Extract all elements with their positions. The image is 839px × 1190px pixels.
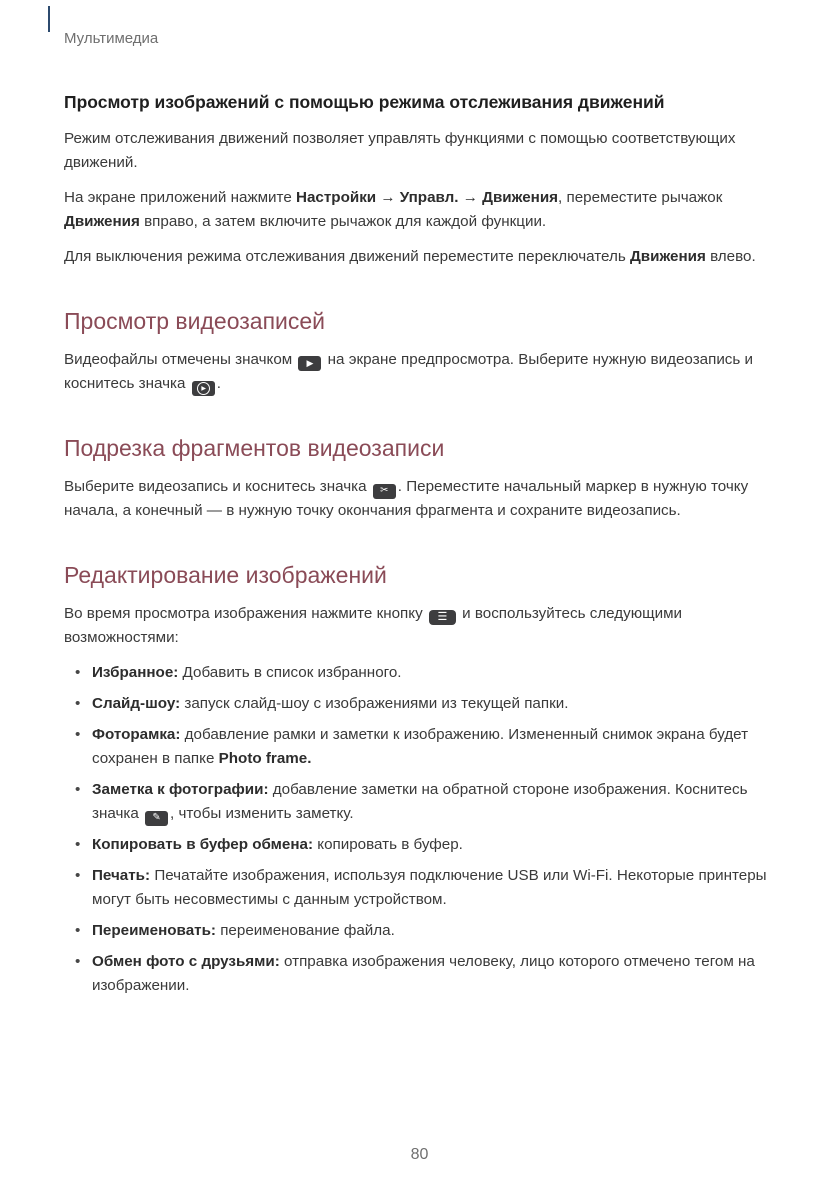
section-motion-tracking (64, 91, 775, 269)
option-desc: переименование файла. (215, 922, 395, 940)
text-run: Во время просмотра изображения нажмите кнопку (64, 604, 427, 622)
text-run: на экране предпросмотра. Выберите нужную видеозапись и коснитесь значка (64, 350, 754, 392)
chapter-accent-rule (48, 6, 50, 32)
option-desc: Добавить в список избранного. (178, 663, 402, 681)
list-item-favorites (64, 661, 775, 685)
text-run: Выберите видеозапись и коснитесь значка (64, 478, 371, 495)
option-desc: добавление заметки на обратной стороне изображения. Коснитесь значка (92, 781, 748, 823)
scissors-glyph: ✂ (380, 485, 389, 496)
running-head: Мультимедиа (64, 30, 159, 47)
text-run: На экране приложений нажмите (64, 188, 296, 206)
option-label: Обмен фото с друзьями: (92, 953, 280, 971)
section-heading: Редактирование изображений (64, 562, 387, 589)
play-ring (197, 382, 210, 395)
paragraph (64, 245, 775, 269)
text-run: вправо, а затем включите рычажок для каждой функции. (139, 212, 547, 230)
menu-lines-glyph: ☰ (437, 610, 448, 623)
option-label: Слайд-шоу: (92, 694, 181, 712)
play-button-icon (192, 381, 215, 396)
option-desc: добавление рамки и заметки к изображению. Измененный снимок экрана будет сохранен в папке (92, 725, 749, 767)
option-label: Заметка к фотографии: (92, 781, 269, 799)
list-item-slideshow (64, 692, 775, 716)
edit-pencil-icon (145, 811, 168, 826)
play-triangle-glyph: ▶ (306, 357, 314, 368)
setting-name-text: Движения (629, 247, 706, 265)
list-item-print (64, 864, 775, 912)
option-label: Избранное: (92, 663, 179, 681)
pencil-glyph: ✎ (152, 812, 161, 824)
page-number: 80 (410, 1146, 429, 1163)
paragraph (64, 348, 775, 397)
section-video-view (64, 307, 775, 396)
section-video-trim (64, 434, 775, 523)
subsection-heading: Просмотр изображений с помощью режима отслеживания движений (64, 92, 665, 112)
option-desc: отправка изображения человеку, лицо которого отмечено тегом на изображении. (92, 953, 755, 995)
trim-scissors-icon (373, 484, 396, 499)
option-label: Печать: (92, 867, 151, 885)
list-item-rename (64, 919, 775, 943)
paragraph (64, 186, 775, 234)
play-triangle-glyph: ▶ (201, 385, 207, 392)
text-run: . Переместите начальный маркер в нужную точку начала, а конечный — в нужную точку окончания фрагмента и сохраните видеозапись. (64, 478, 749, 520)
paragraph (64, 602, 775, 650)
option-label: Переименовать: (92, 922, 216, 940)
list-item-buddy-share (64, 950, 775, 998)
menu-button-icon (429, 610, 456, 625)
option-label: Копировать в буфер обмена: (92, 836, 314, 854)
option-desc: копировать в буфер. (313, 836, 463, 854)
text-run: влево. (705, 247, 756, 265)
option-desc: , чтобы изменить заметку. (170, 805, 354, 823)
option-desc: запуск слайд-шоу с изображениями из текущей папки. (180, 694, 569, 712)
text-run: , переместите рычажок (558, 188, 723, 206)
section-heading: Просмотр видеозаписей (64, 307, 326, 334)
video-badge-icon (298, 356, 321, 371)
list-item-photo-note (64, 778, 775, 826)
folder-name-text: Photo frame. (218, 750, 312, 767)
option-label: Фоторамка: (92, 725, 181, 743)
option-desc: Печатайте изображения, используя подключение USB или Wi-Fi. Некоторые принтеры могут быть несовместимы с данным устройством. (92, 867, 767, 909)
section-heading: Подрезка фрагментов видеозаписи (64, 435, 445, 462)
menu-path-text: Настройки → Управл. → Движения (296, 188, 559, 206)
options-list (64, 661, 775, 998)
paragraph (64, 475, 775, 523)
setting-name-text: Движения (64, 212, 140, 230)
list-item-copy-clipboard (64, 833, 775, 857)
text-run: Для выключения режима отслеживания движений переместите переключатель (64, 247, 630, 265)
text-run: . (216, 374, 221, 392)
section-image-edit (64, 561, 775, 998)
text-run: и воспользуйтесь следующими возможностями: (64, 604, 683, 646)
page-content (64, 0, 775, 1005)
paragraph: Режим отслеживания движений позволяет управлять функциями с помощью соответствующих движений. (64, 129, 736, 171)
text-run: Видеофайлы отмечены значком (64, 350, 297, 368)
list-item-photo-frame (64, 723, 775, 771)
